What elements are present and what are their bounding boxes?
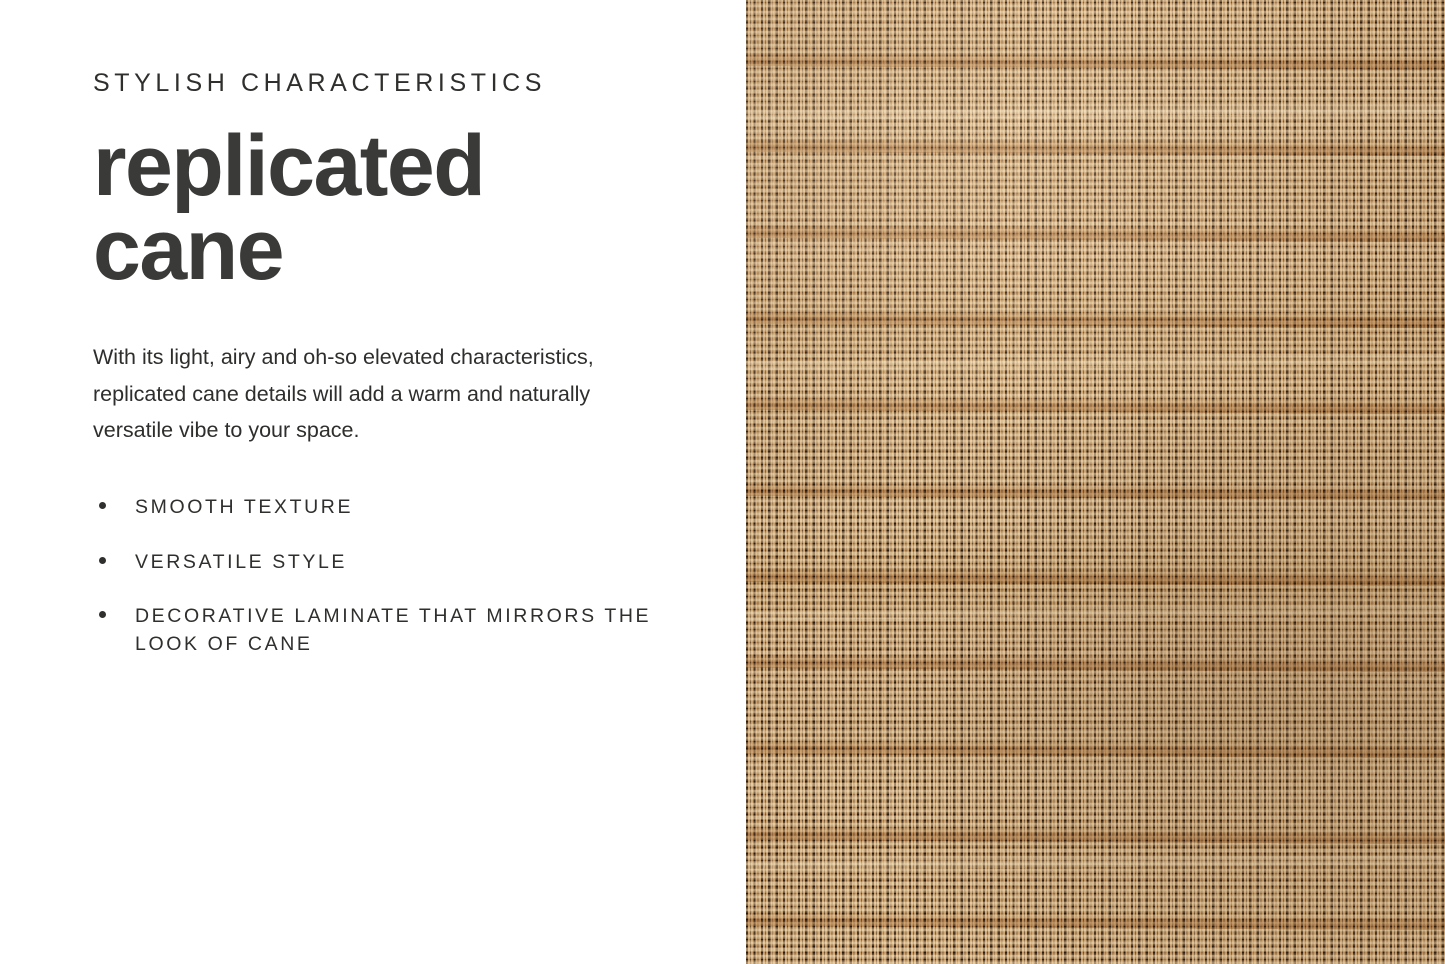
- bullet-icon: [99, 557, 106, 564]
- list-item: [93, 548, 655, 576]
- feature-list: [93, 493, 676, 658]
- cane-texture-image: [746, 0, 1445, 964]
- bullet-icon: [99, 502, 106, 509]
- weave-graphic: [746, 0, 1445, 964]
- bullet-icon: [99, 611, 106, 618]
- list-item-label: SMOOTH TEXTURE: [135, 496, 354, 519]
- list-item-label: VERSATILE STYLE: [135, 550, 348, 573]
- eyebrow-label: STYLISH CHARACTERISTICS: [93, 69, 547, 97]
- page-title: replicated cane: [93, 118, 485, 299]
- weave-grain-layer: [746, 0, 1445, 964]
- body-paragraph: With its light, airy and oh-so elevated characteristics, replicated cane details will add a warm and naturally versatile vibe to your space.: [93, 344, 594, 443]
- list-item: [93, 493, 655, 521]
- list-item: [93, 602, 655, 659]
- list-item-label: DECORATIVE LAMINATE THAT MIRRORS THE LOOK OF CANE: [135, 604, 652, 656]
